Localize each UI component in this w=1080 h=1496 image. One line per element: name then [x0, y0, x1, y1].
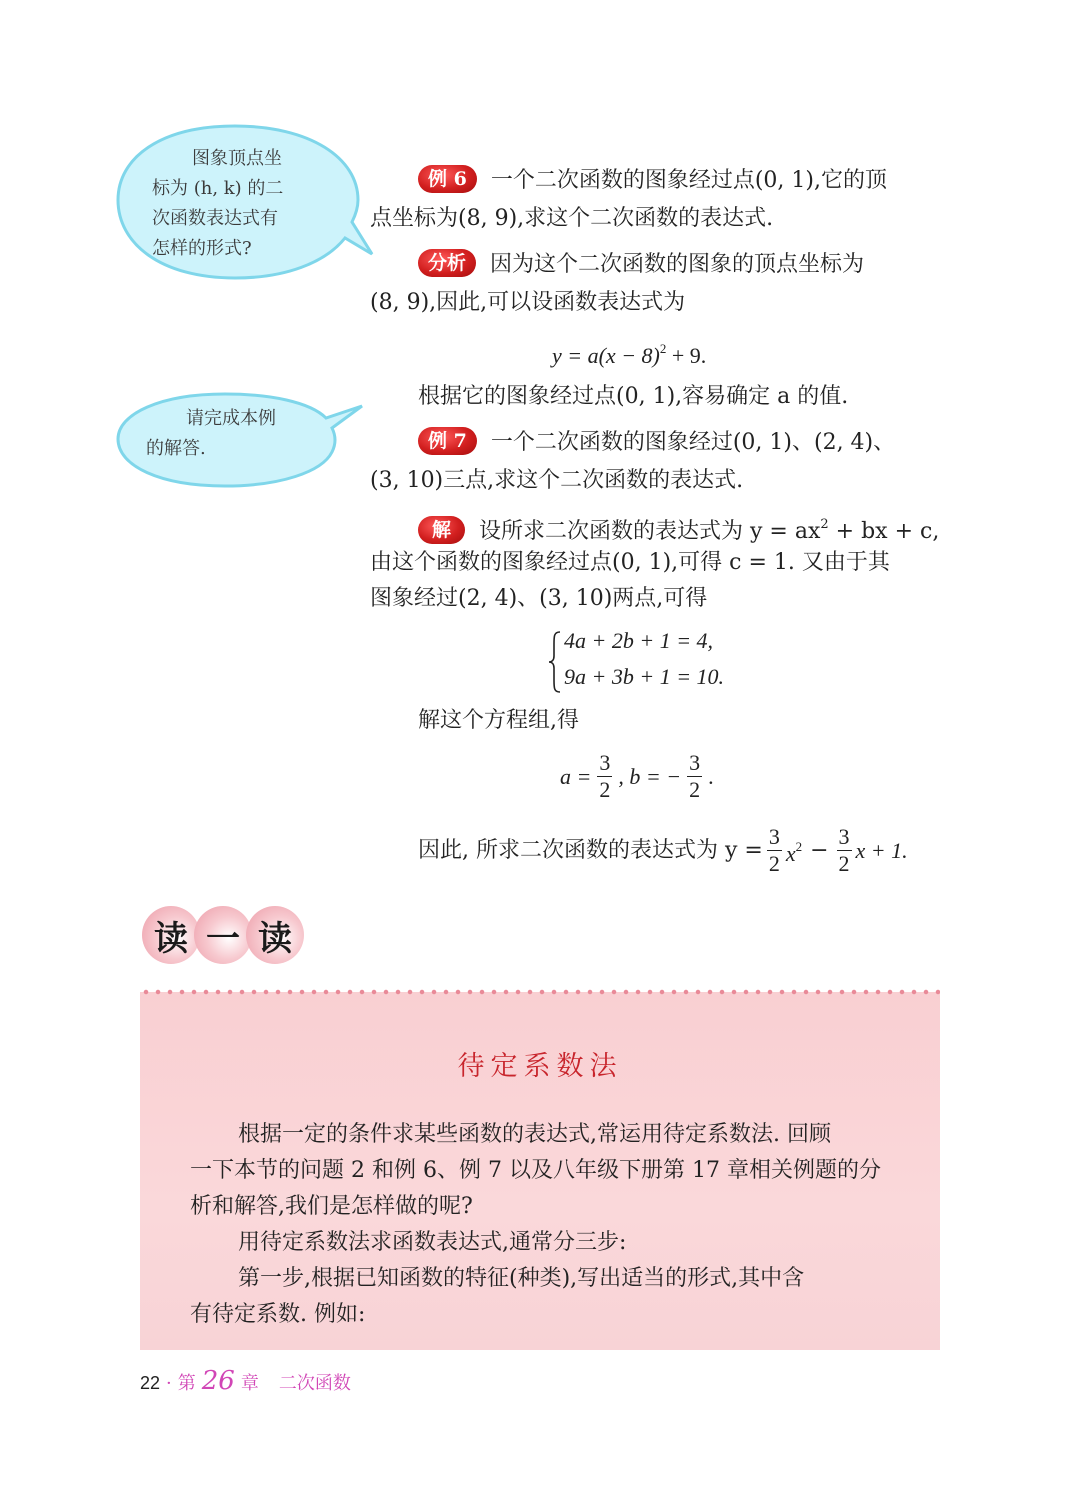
fraction-numerator: 3 — [689, 750, 701, 775]
b-label: , b = − — [618, 763, 682, 789]
final-suffix: x + 1. — [855, 837, 908, 863]
reading-p1-line-1: 根据一定的条件求某些函数的表达式,常运用待定系数法. 回顾 — [238, 1122, 831, 1147]
formula-part: + 9. — [666, 343, 707, 368]
bubble-2-text — [146, 404, 326, 464]
example-7-label: 例 7 — [418, 427, 477, 455]
fraction-final-2 — [837, 826, 852, 875]
example-6-line-2: 点坐标为(8, 9),求这个二次函数的表达式. — [370, 206, 774, 231]
solution-line-3: 图象经过(2, 4)、(3, 10)两点,可得 — [370, 586, 708, 611]
footer-dot: · — [166, 1373, 172, 1394]
fraction-numerator: 3 — [838, 824, 850, 849]
final-x: x — [785, 841, 796, 866]
reading-char: 一 — [206, 918, 240, 959]
analysis — [418, 246, 864, 284]
bubble-2-line: 请完成本例 — [186, 408, 276, 429]
example-7-line-1: 一个二次函数的图象经过(0, 1)、(2, 4)、 — [490, 430, 896, 455]
fraction-denominator: 2 — [838, 851, 850, 876]
solution-values — [560, 752, 714, 801]
reading-char: 读 — [154, 918, 188, 959]
final-prefix: 因此, 所求二次函数的表达式为 y = — [418, 837, 763, 863]
example-7-line-2: (3, 10)三点,求这个二次函数的表达式. — [370, 468, 744, 493]
reading-p3-line-1: 第一步,根据已知函数的特征(种类),写出适当的形式,其中含 — [238, 1266, 805, 1291]
solution-line-4: 解这个方程组,得 — [418, 708, 579, 733]
chapter-title: 二次函数 — [278, 1373, 351, 1394]
system-eq-1: 4a + 2b + 1 = 4, — [564, 628, 714, 653]
final-exponent: 2 — [795, 839, 803, 854]
example-6 — [418, 162, 887, 200]
fraction-denominator: 2 — [768, 851, 780, 876]
analysis-line-2: (8, 9),因此,可以设函数表达式为 — [370, 290, 686, 315]
reading-circle-1 — [142, 906, 200, 964]
example-6-label: 例 6 — [418, 165, 477, 193]
bubble-1-line: 图象顶点坐 — [192, 148, 282, 169]
fraction-numerator: 3 — [599, 750, 611, 775]
bubble-1-line: 标为 (h, k) 的二 — [152, 178, 284, 199]
bubble-2-line: 的解答. — [146, 438, 206, 459]
analysis-line-3: 根据它的图象经过点(0, 1),容易确定 a 的值. — [418, 384, 849, 409]
reading-circle-2 — [194, 906, 252, 964]
final-answer — [418, 826, 908, 875]
chapter-prefix: 第 — [177, 1373, 196, 1394]
page-footer — [140, 1366, 351, 1396]
system-brace — [548, 630, 562, 694]
reading-box-dotted-border — [140, 988, 940, 996]
bubble-1-line: 次函数表达式有 — [152, 208, 278, 229]
fraction-final-1 — [767, 826, 782, 875]
reading-circle-3 — [246, 906, 304, 964]
formula-exponent: 2 — [659, 341, 667, 356]
period: . — [708, 763, 714, 789]
reading-p3-line-2: 有待定系数. 例如: — [190, 1302, 366, 1327]
page-number: 22 — [140, 1373, 161, 1393]
fraction-denominator: 2 — [599, 777, 611, 802]
reading-p1-line-3: 析和解答,我们是怎样做的呢? — [190, 1194, 473, 1219]
solution-label: 解 — [418, 516, 465, 544]
chapter-number: 26 — [201, 1366, 235, 1396]
solution-exponent: 2 — [820, 517, 829, 532]
analysis-line-1: 因为这个二次函数的图象的顶点坐标为 — [490, 252, 865, 277]
solution-line-2: 由这个函数的图象经过点(0, 1),可得 c = 1. 又由于其 — [370, 550, 890, 575]
fraction-a — [597, 752, 612, 801]
analysis-label: 分析 — [418, 249, 476, 277]
a-label: a = — [560, 763, 592, 789]
final-minus: − — [810, 837, 829, 863]
system-eq-2: 9a + 3b + 1 = 10. — [564, 664, 725, 689]
fraction-b — [687, 752, 702, 801]
bubble-1-text — [152, 144, 322, 264]
chapter-suffix: 章 — [240, 1373, 259, 1394]
analysis-formula — [552, 330, 706, 375]
reading-char: 读 — [258, 918, 292, 959]
reading-p1-line-2: 一下本节的问题 2 和例 6、例 7 以及八年级下册第 17 章相关例题的分 — [190, 1158, 881, 1183]
solution-line-1: 设所求二次函数的表达式为 y = ax — [479, 519, 821, 544]
example-7 — [418, 424, 895, 462]
reading-title: 待定系数法 — [457, 1051, 623, 1082]
solution-line-1-end: + bx + c, — [828, 519, 940, 544]
reading-p2: 用待定系数法求函数表达式,通常分三步: — [238, 1230, 627, 1255]
fraction-numerator: 3 — [768, 824, 780, 849]
fraction-denominator: 2 — [689, 777, 701, 802]
formula-part: y = a(x − 8) — [552, 343, 660, 368]
example-6-line-1: 一个二次函数的图象经过点(0, 1),它的顶 — [490, 168, 887, 193]
bubble-1-line: 怎样的形式? — [152, 238, 252, 259]
